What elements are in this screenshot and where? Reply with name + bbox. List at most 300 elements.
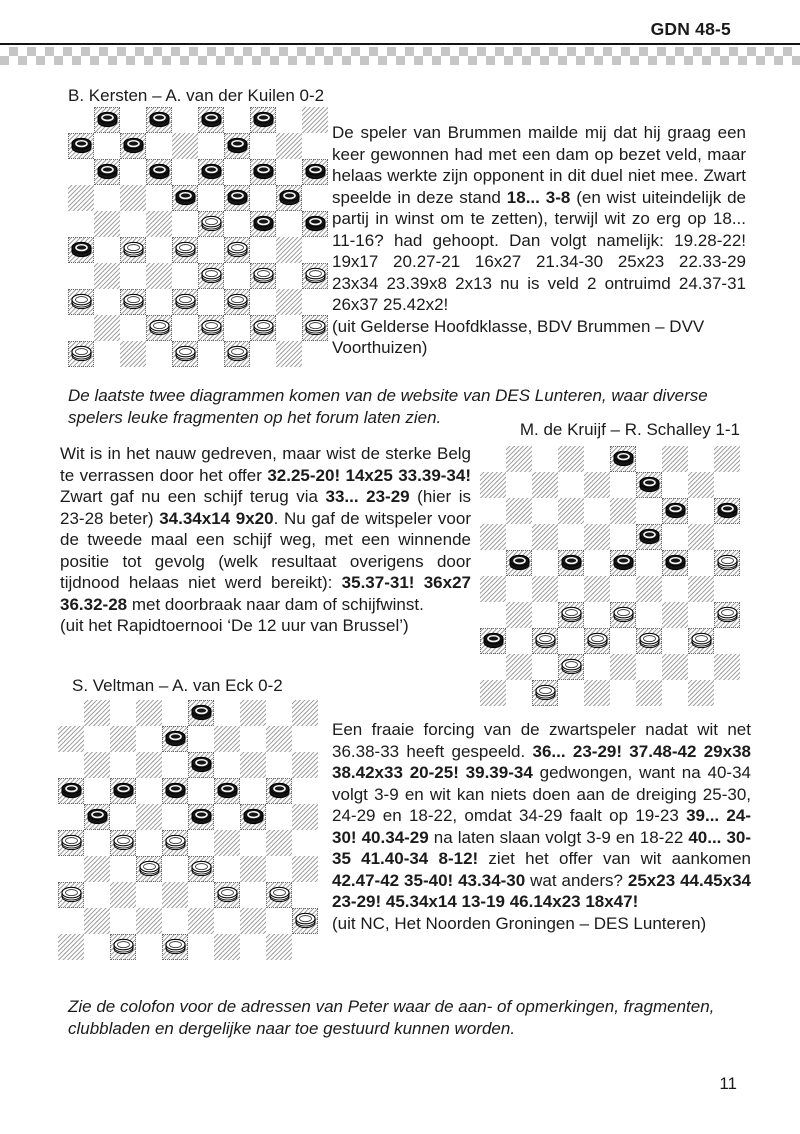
light-square <box>662 472 688 498</box>
game-2-annotation-block <box>60 443 471 637</box>
black-piece-square <box>198 159 224 185</box>
light-square <box>532 498 558 524</box>
game-3-title: S. Veltman – A. van Eck 0-2 <box>72 676 283 695</box>
white-piece-icon <box>560 657 583 676</box>
white-piece-square <box>302 315 328 341</box>
white-piece-icon <box>190 859 213 878</box>
black-piece-square <box>162 778 188 804</box>
white-piece-square <box>714 550 740 576</box>
light-square <box>240 726 266 752</box>
dark-square <box>94 263 120 289</box>
white-piece-icon <box>612 605 635 624</box>
light-square <box>584 654 610 680</box>
game-3-source: (uit NC, Het Noorden Groningen – DES Lunteren) <box>332 913 707 933</box>
white-piece-square <box>172 237 198 263</box>
white-piece-square <box>214 882 240 908</box>
white-piece-square <box>292 908 318 934</box>
light-square <box>558 680 584 706</box>
dark-square <box>302 107 328 133</box>
black-piece-icon <box>190 807 213 826</box>
white-piece-icon <box>174 292 197 311</box>
dark-square <box>136 908 162 934</box>
dark-square <box>136 700 162 726</box>
light-square <box>224 211 250 237</box>
light-square <box>506 524 532 550</box>
dark-square <box>506 446 532 472</box>
dark-square <box>480 472 506 498</box>
light-square <box>506 680 532 706</box>
black-piece-icon <box>268 781 291 800</box>
white-piece-square <box>250 263 276 289</box>
white-piece-square <box>266 882 292 908</box>
light-square <box>110 908 136 934</box>
black-piece-icon <box>716 501 739 520</box>
white-piece-icon <box>164 833 187 852</box>
light-square <box>68 159 94 185</box>
white-piece-icon <box>716 605 739 624</box>
light-square <box>188 830 214 856</box>
light-square <box>198 289 224 315</box>
light-square <box>558 524 584 550</box>
light-square <box>558 472 584 498</box>
dark-square <box>292 856 318 882</box>
white-piece-icon <box>252 318 275 337</box>
dark-square <box>172 133 198 159</box>
game-3-annotation-block <box>332 719 751 934</box>
black-piece-icon <box>96 162 119 181</box>
dark-square <box>110 882 136 908</box>
white-piece-square <box>162 830 188 856</box>
white-piece-icon <box>534 683 557 702</box>
dark-square <box>266 934 292 960</box>
dark-square <box>276 341 302 367</box>
light-square <box>120 159 146 185</box>
light-square <box>58 700 84 726</box>
dark-square <box>214 934 240 960</box>
black-piece-icon <box>200 162 223 181</box>
light-square <box>240 778 266 804</box>
light-square <box>302 133 328 159</box>
white-piece-square <box>58 830 84 856</box>
light-square <box>292 934 318 960</box>
light-square <box>58 804 84 830</box>
white-piece-square <box>224 341 250 367</box>
light-square <box>214 700 240 726</box>
white-piece-icon <box>138 859 161 878</box>
checker-band-decoration <box>0 47 800 65</box>
dark-square <box>532 576 558 602</box>
black-piece-icon <box>638 527 661 546</box>
white-piece-square <box>198 211 224 237</box>
header-rule <box>0 43 800 45</box>
black-piece-icon <box>112 781 135 800</box>
black-piece-square <box>94 107 120 133</box>
dark-square <box>584 680 610 706</box>
white-piece-square <box>688 628 714 654</box>
black-piece-icon <box>252 162 275 181</box>
white-piece-square <box>120 289 146 315</box>
dark-square <box>188 908 214 934</box>
light-square <box>84 778 110 804</box>
light-square <box>198 341 224 367</box>
dark-square <box>68 185 94 211</box>
light-square <box>532 446 558 472</box>
dark-square <box>84 908 110 934</box>
dark-square <box>276 237 302 263</box>
white-piece-icon <box>60 833 83 852</box>
black-piece-square <box>120 133 146 159</box>
light-square <box>506 628 532 654</box>
light-square <box>636 498 662 524</box>
light-square <box>480 654 506 680</box>
black-piece-icon <box>508 553 531 572</box>
dark-square <box>58 726 84 752</box>
black-piece-square <box>214 778 240 804</box>
game-3-annotation-text: Een fraaie forcing van de zwartspeler nadat wit net 36.38-33 heeft gespeeld. 36... 23-29! 37.48-42 29x38 38.42x33 20-25! 39.39-34 gedwongen, want na 40-34 volgt 3-9 en wit kan niets doen aan de dreiging 25-30, 24-29 en 18-22, omdat 34-29 faalt op 19-23 39... 24-30! 40.34-29 na laten slaan volgt 3-9 en 18-22 40... 30-35 41.40-34 8-12! ziet het offer van wit aankomen 42.47-42 35-40! 43.34-30 wat anders? 25x23 44.45x34 23-29! 45.34x14 13-19 46.14x23 18x47! <box>332 720 752 911</box>
white-piece-square <box>224 237 250 263</box>
light-square <box>162 700 188 726</box>
black-piece-icon <box>664 553 687 572</box>
light-square <box>636 654 662 680</box>
black-piece-square <box>250 107 276 133</box>
light-square <box>198 133 224 159</box>
light-square <box>292 882 318 908</box>
light-square <box>662 680 688 706</box>
light-square <box>688 550 714 576</box>
light-square <box>146 185 172 211</box>
dark-square <box>240 856 266 882</box>
light-square <box>172 263 198 289</box>
light-square <box>266 856 292 882</box>
light-square <box>188 882 214 908</box>
light-square <box>662 524 688 550</box>
light-square <box>110 752 136 778</box>
light-square <box>120 211 146 237</box>
light-square <box>688 602 714 628</box>
white-piece-square <box>558 654 584 680</box>
dark-square <box>94 315 120 341</box>
black-piece-icon <box>226 188 249 207</box>
light-square <box>266 908 292 934</box>
white-piece-icon <box>200 266 223 285</box>
white-piece-icon <box>174 240 197 259</box>
draughts-board-3 <box>58 700 318 960</box>
light-square <box>610 628 636 654</box>
light-square <box>276 263 302 289</box>
light-square <box>302 185 328 211</box>
light-square <box>68 263 94 289</box>
light-square <box>506 576 532 602</box>
dark-square <box>610 498 636 524</box>
light-square <box>224 159 250 185</box>
dark-square <box>136 752 162 778</box>
light-square <box>224 315 250 341</box>
dark-square <box>688 576 714 602</box>
white-piece-square <box>250 315 276 341</box>
dark-square <box>292 752 318 778</box>
light-square <box>162 752 188 778</box>
black-piece-icon <box>200 110 223 129</box>
black-piece-icon <box>252 214 275 233</box>
light-square <box>276 107 302 133</box>
black-piece-square <box>662 498 688 524</box>
white-piece-icon <box>112 937 135 956</box>
page-header-title: GDN 48-5 <box>650 19 731 39</box>
dark-square <box>532 524 558 550</box>
light-square <box>584 446 610 472</box>
black-piece-square <box>636 524 662 550</box>
light-square <box>136 778 162 804</box>
white-piece-icon <box>226 344 249 363</box>
light-square <box>162 908 188 934</box>
white-piece-icon <box>690 631 713 650</box>
light-square <box>172 159 198 185</box>
light-square <box>146 341 172 367</box>
light-square <box>480 550 506 576</box>
black-piece-square <box>610 550 636 576</box>
white-piece-icon <box>122 240 145 259</box>
black-piece-icon <box>174 188 197 207</box>
dark-square <box>214 726 240 752</box>
white-piece-icon <box>122 292 145 311</box>
black-piece-icon <box>638 475 661 494</box>
dark-square <box>146 211 172 237</box>
black-piece-square <box>250 159 276 185</box>
dark-square <box>558 446 584 472</box>
black-piece-icon <box>560 553 583 572</box>
dark-square <box>688 680 714 706</box>
white-piece-icon <box>174 344 197 363</box>
light-square <box>266 700 292 726</box>
light-square <box>136 726 162 752</box>
dark-square <box>84 856 110 882</box>
light-square <box>662 576 688 602</box>
black-piece-icon <box>70 240 93 259</box>
light-square <box>714 628 740 654</box>
black-piece-square <box>68 237 94 263</box>
white-piece-icon <box>226 240 249 259</box>
black-piece-square <box>146 107 172 133</box>
dark-square <box>136 804 162 830</box>
black-piece-square <box>224 185 250 211</box>
light-square <box>136 934 162 960</box>
light-square <box>224 263 250 289</box>
white-piece-icon <box>226 292 249 311</box>
light-square <box>240 830 266 856</box>
light-square <box>714 680 740 706</box>
light-square <box>250 185 276 211</box>
game-2-source: (uit het Rapidtoernooi ‘De 12 uur van Brussel’) <box>60 616 409 635</box>
black-piece-square <box>266 778 292 804</box>
white-piece-square <box>146 315 172 341</box>
black-piece-square <box>662 550 688 576</box>
light-square <box>146 237 172 263</box>
white-piece-square <box>68 341 94 367</box>
light-square <box>120 263 146 289</box>
light-square <box>94 185 120 211</box>
game-1-annotation-block <box>332 122 746 359</box>
light-square <box>532 602 558 628</box>
white-piece-square <box>198 263 224 289</box>
black-piece-icon <box>278 188 301 207</box>
dark-square <box>506 654 532 680</box>
light-square <box>292 778 318 804</box>
white-piece-icon <box>164 937 187 956</box>
black-piece-icon <box>96 110 119 129</box>
dark-square <box>636 576 662 602</box>
black-piece-square <box>84 804 110 830</box>
light-square <box>58 752 84 778</box>
light-square <box>214 804 240 830</box>
white-piece-icon <box>304 318 327 337</box>
dark-square <box>292 700 318 726</box>
light-square <box>480 446 506 472</box>
light-square <box>688 498 714 524</box>
light-square <box>84 882 110 908</box>
light-square <box>94 289 120 315</box>
light-square <box>584 602 610 628</box>
white-piece-icon <box>534 631 557 650</box>
black-piece-icon <box>122 136 145 155</box>
black-piece-icon <box>70 136 93 155</box>
light-square <box>584 550 610 576</box>
dark-square <box>276 289 302 315</box>
dark-square <box>714 446 740 472</box>
white-piece-icon <box>148 318 171 337</box>
white-piece-square <box>558 602 584 628</box>
black-piece-square <box>480 628 506 654</box>
light-square <box>266 752 292 778</box>
white-piece-square <box>162 934 188 960</box>
light-square <box>68 315 94 341</box>
white-piece-icon <box>560 605 583 624</box>
white-piece-icon <box>60 885 83 904</box>
dark-square <box>610 654 636 680</box>
dark-square <box>688 524 714 550</box>
dark-square <box>240 700 266 726</box>
dark-square <box>84 700 110 726</box>
dark-square <box>506 602 532 628</box>
black-piece-icon <box>304 214 327 233</box>
white-piece-square <box>58 882 84 908</box>
light-square <box>198 185 224 211</box>
black-piece-square <box>224 133 250 159</box>
black-piece-square <box>110 778 136 804</box>
light-square <box>172 315 198 341</box>
white-piece-icon <box>638 631 661 650</box>
white-piece-square <box>714 602 740 628</box>
black-piece-icon <box>60 781 83 800</box>
light-square <box>68 211 94 237</box>
black-piece-icon <box>86 807 109 826</box>
dark-square <box>58 934 84 960</box>
light-square <box>688 654 714 680</box>
light-square <box>610 524 636 550</box>
white-piece-icon <box>268 885 291 904</box>
white-piece-square <box>532 628 558 654</box>
black-piece-icon <box>216 781 239 800</box>
light-square <box>188 778 214 804</box>
light-square <box>276 211 302 237</box>
dark-square <box>558 498 584 524</box>
black-piece-square <box>506 550 532 576</box>
light-square <box>636 550 662 576</box>
black-piece-icon <box>190 755 213 774</box>
dark-square <box>214 830 240 856</box>
light-square <box>292 830 318 856</box>
light-square <box>662 628 688 654</box>
black-piece-square <box>636 472 662 498</box>
black-piece-square <box>198 107 224 133</box>
draughts-board-2 <box>480 446 740 706</box>
black-piece-icon <box>304 162 327 181</box>
light-square <box>558 628 584 654</box>
dark-square <box>84 752 110 778</box>
light-square <box>68 107 94 133</box>
light-square <box>110 700 136 726</box>
white-piece-icon <box>112 833 135 852</box>
white-piece-square <box>198 315 224 341</box>
dark-square <box>266 830 292 856</box>
light-square <box>480 498 506 524</box>
light-square <box>146 133 172 159</box>
light-square <box>250 237 276 263</box>
game-2-title: M. de Kruijf – R. Schalley 1-1 <box>519 420 740 439</box>
draughts-board-1 <box>68 107 328 367</box>
light-square <box>480 602 506 628</box>
light-square <box>94 237 120 263</box>
white-piece-icon <box>716 553 739 572</box>
light-square <box>610 680 636 706</box>
black-piece-square <box>188 804 214 830</box>
black-piece-icon <box>242 807 265 826</box>
white-piece-square <box>610 602 636 628</box>
light-square <box>146 289 172 315</box>
light-square <box>84 726 110 752</box>
light-square <box>506 472 532 498</box>
dark-square <box>662 602 688 628</box>
black-piece-square <box>58 778 84 804</box>
light-square <box>162 856 188 882</box>
white-piece-square <box>172 289 198 315</box>
black-piece-square <box>146 159 172 185</box>
black-piece-icon <box>148 162 171 181</box>
light-square <box>120 107 146 133</box>
black-piece-square <box>162 726 188 752</box>
dark-square <box>120 341 146 367</box>
black-piece-icon <box>190 703 213 722</box>
white-piece-square <box>636 628 662 654</box>
dark-square <box>292 804 318 830</box>
light-square <box>714 524 740 550</box>
white-piece-square <box>120 237 146 263</box>
black-piece-square <box>302 159 328 185</box>
game-1-annotation-text: De speler van Brummen mailde mij dat hij graag een keer gewonnen had met een dam op bezet veld, maar helaas werkte zijn opponent in dit duel niet mee. Zwart speelde in deze stand 18... 3-8 (en wist uiteindelijk de partij in winst om te zetten), terwijl wit zo erg op 18... 11-16? had gehoopt. Dan volgt namelijk: 19.28-22! 19x17 20.27-21 16x27 21.34-30 25x23 22.33-29 23x34 23.39x8 2x13 nu is veld 2 ontruimd 24.37-31 26x37 25.42x2! <box>332 123 747 314</box>
light-square <box>240 934 266 960</box>
white-piece-square <box>68 289 94 315</box>
light-square <box>94 341 120 367</box>
white-piece-square <box>188 856 214 882</box>
light-square <box>688 446 714 472</box>
light-square <box>302 237 328 263</box>
white-piece-icon <box>70 292 93 311</box>
black-piece-square <box>610 446 636 472</box>
white-piece-icon <box>304 266 327 285</box>
black-piece-icon <box>164 781 187 800</box>
light-square <box>120 315 146 341</box>
dark-square <box>506 498 532 524</box>
white-piece-square <box>110 934 136 960</box>
